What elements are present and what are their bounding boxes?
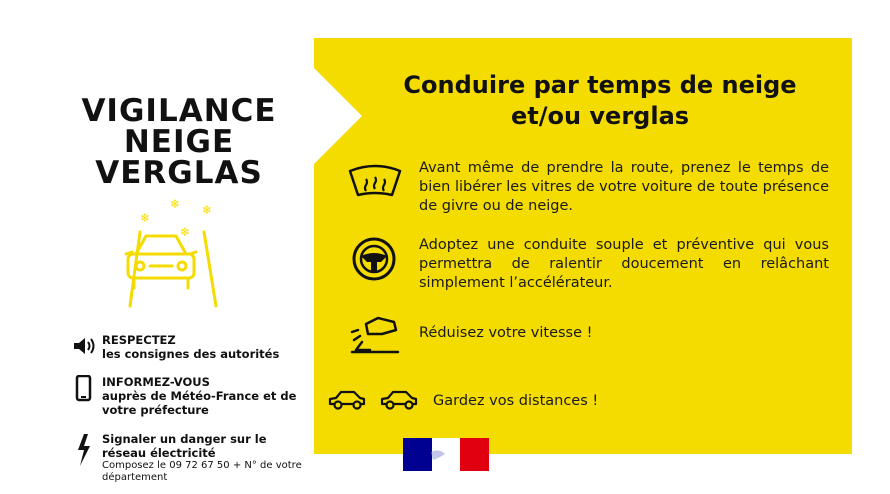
tip-defrost-text: Avant même de prendre la route, prenez le temps de bien libérer les vitres de votre voiture de toute présence de givre ou de neige. [419, 160, 830, 214]
advice-electricity-text: Composez le 09 72 67 50 + N° de votre département [102, 460, 302, 483]
svg-text:❄: ❄ [140, 211, 151, 225]
steering-wheel-icon [351, 236, 397, 282]
advice-respect-bold: RESPECTEZ [102, 333, 176, 347]
smartphone-icon [72, 375, 96, 403]
panel-title-line-2: et/ou verglas [510, 102, 690, 130]
panel-title [396, 70, 804, 132]
tip-keep-distance-text: Gardez vos distances ! [433, 393, 599, 409]
foot-on-pedal-icon [348, 312, 402, 354]
marianne-flag-logo [403, 438, 489, 471]
panel-notch [314, 68, 362, 164]
vigilance-title [60, 93, 298, 191]
car-on-snowy-road-icon [118, 196, 230, 312]
advice-respect-text: les consignes des autorités [102, 347, 280, 361]
advice-electricity-bold: Signaler un danger sur le réseau électricité [102, 432, 267, 460]
tip-smooth-driving-text: Adoptez une conduite souple et préventive qui vous permettra de ralentir doucement en relâchant simplement l’accélérateur. [419, 237, 829, 291]
panel-title-line-1: Conduire par temps de neige [403, 71, 797, 99]
lightning-icon [72, 432, 96, 468]
advice-inform-text: auprès de Météo-France et de votre préfecture [102, 389, 297, 417]
windshield-defrost-icon [346, 163, 404, 203]
vigilance-title-line-2: NEIGE [123, 124, 235, 160]
speaker-icon [72, 333, 96, 361]
vigilance-title-line-3: VERGLAS [95, 155, 263, 191]
left-column [0, 0, 340, 494]
advice-inform-bold: INFORMEZ-VOUS [102, 375, 210, 389]
svg-text:❄: ❄ [170, 197, 181, 211]
svg-text:❄: ❄ [202, 203, 213, 217]
svg-text:❄: ❄ [180, 225, 191, 239]
vigilance-title-line-1: VIGILANCE [81, 93, 277, 129]
two-cars-distance-icon [328, 388, 420, 412]
tip-reduce-speed-text: Réduisez votre vitesse ! [419, 325, 593, 341]
